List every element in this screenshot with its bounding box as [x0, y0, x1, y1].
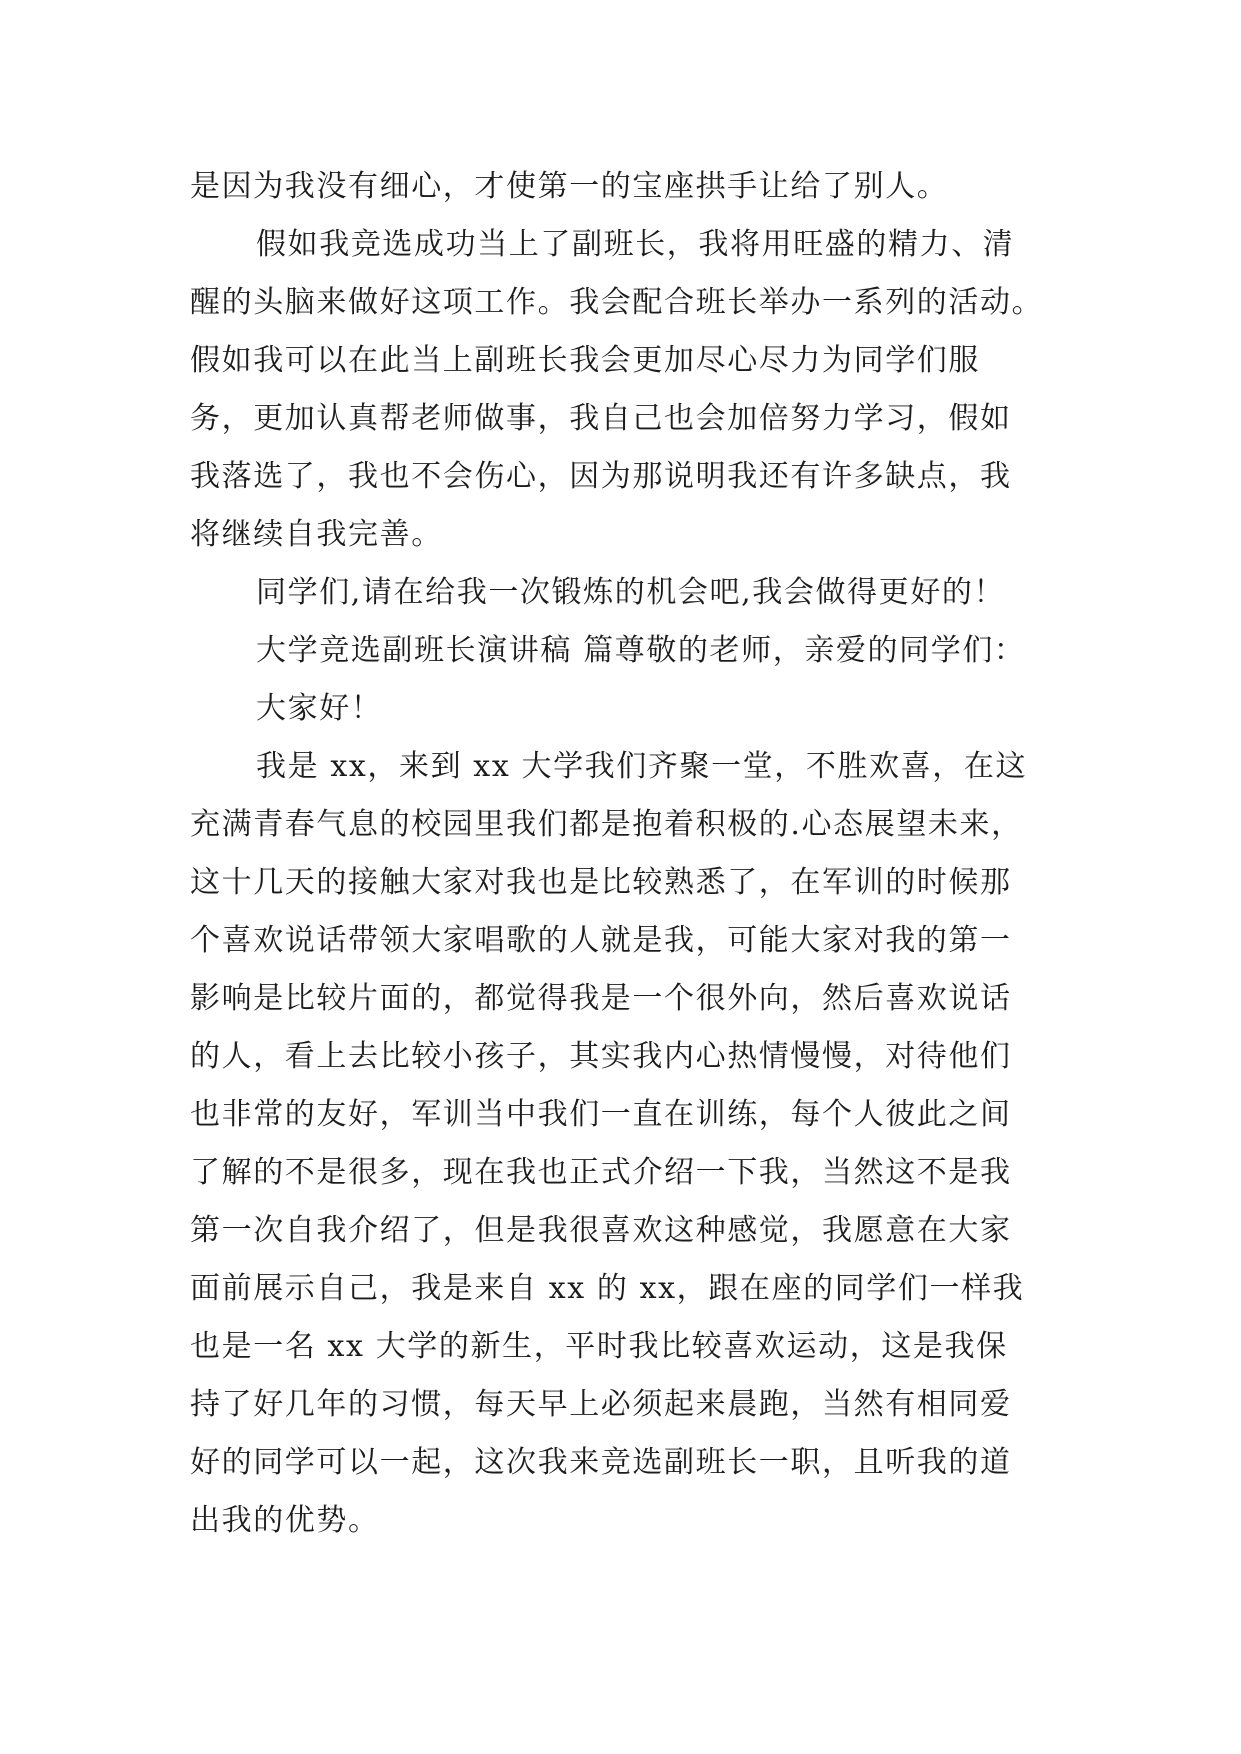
text-line: 也是一名 xx 大学的新生，平时我比较喜欢运动，这是我保: [190, 1329, 1008, 1364]
text-line: 我是 xx，来到 xx 大学我们齐聚一堂，不胜欢喜，在这: [256, 749, 1028, 784]
text-line: 我落选了，我也不会伤心，因为那说明我还有许多缺点，我: [190, 459, 1012, 494]
text-line: 假如我可以在此当上副班长我会更加尽心尽力为同学们服: [190, 343, 980, 378]
text-line: 出我的优势。: [190, 1503, 380, 1538]
text-line: 务，更加认真帮老师做事，我自己也会加倍努力学习，假如: [190, 401, 1012, 436]
text-line: 好的同学可以一起，这次我来竞选副班长一职，且听我的道: [190, 1445, 1012, 1480]
text-line: 同学们,请在给我一次锻炼的机会吧,我会做得更好的！: [256, 575, 1006, 610]
text-line: 个喜欢说话带领大家唱歌的人就是我，可能大家对我的第一: [190, 923, 1012, 958]
text-line: 影响是比较片面的，都觉得我是一个很外向，然后喜欢说话: [190, 981, 1012, 1016]
text-line: 大学竞选副班长演讲稿 篇尊敬的老师，亲爱的同学们：: [256, 633, 1026, 668]
text-line: 也非常的友好，军训当中我们一直在训练，每个人彼此之间: [190, 1097, 1012, 1132]
text-line: 将继续自我完善。: [190, 517, 443, 552]
text-line: 充满青春气息的校园里我们都是抱着积极的.心态展望未来，: [190, 807, 1023, 842]
text-line: 假如我竞选成功当上了副班长，我将用旺盛的精力、清: [256, 227, 1015, 262]
text-line: 是因为我没有细心，才使第一的宝座拱手让给了别人。: [190, 169, 949, 204]
text-line: 持了好几年的习惯，每天早上必须起来晨跑，当然有相同爱: [190, 1387, 1012, 1422]
document-body: [190, 158, 1090, 1550]
text-line: 的人，看上去比较小孩子，其实我内心热情慢慢，对待他们: [190, 1039, 1012, 1074]
text-line: 面前展示自己，我是来自 xx 的 xx，跟在座的同学们一样我: [190, 1271, 1025, 1306]
text-line: 第一次自我介绍了，但是我很喜欢这种感觉，我愿意在大家: [190, 1213, 1012, 1248]
text-line: 大家好！: [256, 691, 383, 726]
text-line: 了解的不是很多，现在我也正式介绍一下我，当然这不是我: [190, 1155, 1012, 1190]
text-line: 这十几天的接触大家对我也是比较熟悉了，在军训的时候那: [190, 865, 1012, 900]
text-line: 醒的头脑来做好这项工作。我会配合班长举办一系列的活动。: [190, 285, 1044, 320]
